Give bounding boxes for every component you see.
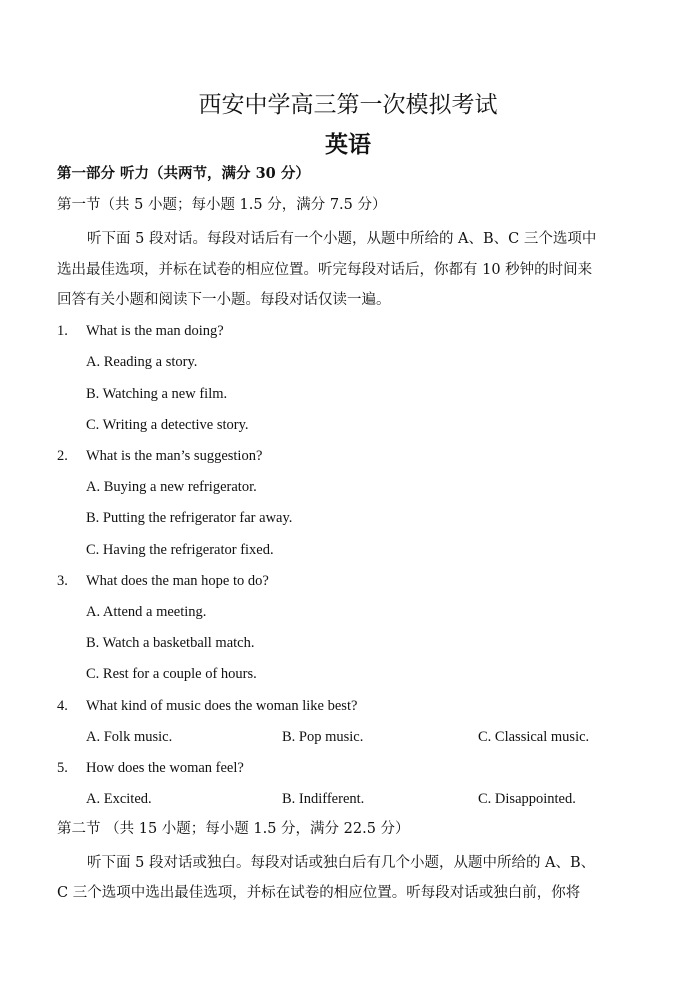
question-number: 5. bbox=[57, 760, 68, 776]
question-text: What is the man’s suggestion? bbox=[86, 448, 263, 464]
question-option: A. Reading a story. bbox=[86, 354, 198, 370]
question-text: How does the woman feel? bbox=[86, 760, 244, 776]
question-option: A. Buying a new refrigerator. bbox=[86, 479, 257, 495]
question-option: C. Writing a detective story. bbox=[86, 417, 249, 433]
question-option: B. Watching a new film. bbox=[86, 386, 228, 402]
section2-instruction-line: 听下面 5 段对话或独白。每段对话或独白后有几个小题，从题中所给的 A、B、 bbox=[87, 855, 596, 871]
section2-heading: 第二节 （共 15 小题；每小题 1.5 分，满分 22.5 分） bbox=[57, 821, 410, 837]
question-option: A. Folk music. bbox=[86, 729, 173, 745]
question-option: A. Attend a meeting. bbox=[86, 604, 207, 620]
question-option: C. Classical music. bbox=[478, 729, 590, 745]
question-option: B. Pop music. bbox=[282, 729, 364, 745]
question-option: B. Indifferent. bbox=[282, 791, 365, 807]
question-option: B. Putting the refrigerator far away. bbox=[86, 510, 293, 526]
section1-instruction-line: 听下面 5 段对话。每段对话后有一个小题，从题中所给的 A、B、C 三个选项中 bbox=[87, 231, 597, 247]
question-option: A. Excited. bbox=[86, 791, 152, 807]
section1-instruction-line: 回答有关小题和阅读下一小题。每段对话仅读一遍。 bbox=[57, 292, 391, 308]
section2-instruction-line: C 三个选项中选出最佳选项，并标在试卷的相应位置。听每段对话或独白前，你将 bbox=[57, 885, 581, 901]
question-text: What is the man doing? bbox=[86, 323, 224, 339]
question-option: C. Rest for a couple of hours. bbox=[86, 666, 257, 682]
question-number: 2. bbox=[57, 448, 68, 464]
question-option: C. Having the refrigerator fixed. bbox=[86, 542, 274, 558]
section1-instruction-line: 选出最佳选项，并标在试卷的相应位置。听完每段对话后，你都有 10 秒钟的时间来 bbox=[57, 262, 593, 278]
question-number: 1. bbox=[57, 323, 68, 339]
question-text: What kind of music does the woman like best? bbox=[86, 698, 358, 714]
part1-heading: 第一部分 听力（共两节，满分 30 分） bbox=[57, 165, 310, 182]
exam-title: 西安中学高三第一次模拟考试 bbox=[198, 92, 498, 118]
exam-subject: 英语 bbox=[325, 132, 371, 158]
section1-heading: 第一节（共 5 小题；每小题 1.5 分，满分 7.5 分） bbox=[57, 197, 387, 213]
question-text: What does the man hope to do? bbox=[86, 573, 269, 589]
question-number: 4. bbox=[57, 698, 68, 714]
question-option: C. Disappointed. bbox=[478, 791, 576, 807]
question-number: 3. bbox=[57, 573, 68, 589]
question-option: B. Watch a basketball match. bbox=[86, 635, 255, 651]
